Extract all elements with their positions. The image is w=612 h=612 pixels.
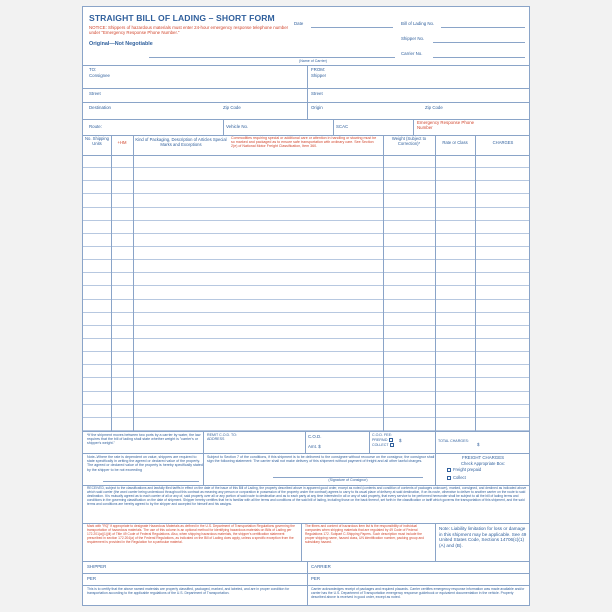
col-weight: Weight (Subject to Correction)* <box>391 136 427 146</box>
declared-value-note: Note–Where the rate is dependent on value, shippers are required to state specifically in writing the agreed or declared value of the property. The agreed or declared value of the property is hereby specifically stated by the shipper to be not exceeding <box>87 455 203 472</box>
section-7-note: Subject to Section 7 of the conditions, if this shipment is to be delivered to the consignee without recourse on the consignor, the consignor shall sign the following statement: The carrier shall not make delivery of this shipment without payment of freight and all other lawful charges. <box>207 455 435 464</box>
total-charges-label: TOTAL CHARGES: <box>438 439 469 443</box>
name-of-carrier-caption: (Name of Carrier) <box>299 59 327 63</box>
liability-note: Note: Liability limitation for loss or damage in this shipment may be applicable. See 49 United States Code, Sections 14706(c)(1)(A) and (B). <box>439 526 527 548</box>
col-rate: Rate or Class <box>442 140 468 145</box>
total-charges-currency: $ <box>477 442 480 447</box>
cod-collect-checkbox[interactable] <box>390 443 394 447</box>
table-row[interactable] <box>83 260 530 273</box>
freight-collect-option[interactable] <box>447 476 466 480</box>
cod-label: C.O.D. <box>308 434 322 439</box>
remit-cod-label: REMIT C.O.D. TO: ADDRESS <box>207 433 237 442</box>
prepaid-label: PREPAID <box>372 438 388 442</box>
hazmat-notice: NOTICE: Shippers of hazardous materials must enter 24-hour emergency response telephone number under "Emergency Response Phone Number." <box>89 25 289 35</box>
table-row[interactable] <box>83 326 530 339</box>
shipper-signature-label: SHIPPER <box>87 564 107 569</box>
carrier-no-label: Carrier No. <box>401 51 423 56</box>
col-shipping-units: No. Shipping Units <box>85 136 109 146</box>
col-special-care-note: Commodities requiring special or additional care or attention in handling or stowing must be so marked and packaged as to ensure safe transportation with ordinary care. See Section 2(e) of National Motor Freight Classification, Item 360. <box>231 136 377 149</box>
received-terms: RECEIVED, subject to the classifications and lawfully filed tariffs in effect on the date of the issue of this Bill of Lading, the property described above in apparent good order, except as noted (contents and condition of contents of packages unknown), marked, consigned, and destined as indicated above which said carrier (the word carrier being understood throughout this contract as meaning any person or corporation in possession of the property under the contract) agrees to carry to its usual place of delivery at said destination, if on its route, otherwise to deliver to another carrier on the route to said destination. It is mutually agreed as to each carrier of all or any of, said property over all or any portion of said route to destination and as to each party at any time interested in all or any of said property, that every service to be performed hereunder shall be subject to all the bill of lading terms and conditions in the governing classification on the date of shipment. Shipper hereby certifies that he is familiar with all the terms and conditions of the said bill of lading, including those on the back thereof, set forth in the classification or tariff which governs the transportation of this shipment, and the said terms and conditions are hereby agreed to by the shipper and accepted for himself and his assigns. <box>87 486 527 506</box>
table-row[interactable] <box>83 247 530 260</box>
bill-of-lading-form <box>82 6 530 606</box>
col-charges: CHARGES <box>492 140 514 145</box>
table-row[interactable] <box>83 339 530 352</box>
col-description: Kind of Packaging, Description of Articles Special Marks and Exceptions <box>135 137 227 147</box>
table-row[interactable] <box>83 392 530 405</box>
table-row[interactable] <box>83 405 530 418</box>
destination-label: Destination <box>89 105 111 110</box>
cod-amount-label: Amt. $ <box>308 444 321 449</box>
table-row[interactable] <box>83 234 530 247</box>
freight-collect-checkbox[interactable] <box>447 476 451 480</box>
freight-prepaid-label: Freight prepaid <box>453 467 482 473</box>
carrier-signature-label: CARRIER <box>311 564 331 569</box>
cod-fee-currency: $ <box>399 438 402 443</box>
table-row[interactable] <box>83 221 530 234</box>
table-row[interactable] <box>83 378 530 391</box>
from-zip-label: Zip Code <box>425 105 443 110</box>
table-row[interactable] <box>83 181 530 194</box>
bol-no-label: Bill of Lading No. <box>401 21 435 26</box>
cod-prepaid-checkbox[interactable] <box>389 438 393 442</box>
to-label: TO: <box>89 67 97 72</box>
table-row[interactable] <box>83 418 530 431</box>
table-row[interactable] <box>83 286 530 299</box>
col-hm: +HM <box>117 140 127 145</box>
shipment-table <box>83 155 530 431</box>
table-row[interactable] <box>83 313 530 326</box>
original-not-negotiable: Original—Not Negotiable <box>89 41 153 47</box>
to-zip-label: Zip Code <box>223 105 241 110</box>
scac-label: SCAC <box>336 124 349 129</box>
carrier-acknowledgement: Carrier acknowledges receipt of packages and required placards. Carrier certifies emergency response information was made available and/or carrier has the U.S. Department of Transportation emergency response guidebook or equivalent documentation in the vehicle. Property described above is received in good order, except as noted. <box>311 587 525 599</box>
table-row[interactable] <box>83 208 530 221</box>
freight-prepaid-checkbox[interactable] <box>447 468 451 472</box>
check-box-label: Check Appropriate Box: <box>461 461 505 466</box>
table-row[interactable] <box>83 273 530 286</box>
vehicle-no-label: Vehicle No. <box>226 124 249 129</box>
shipper-no-label: Shipper No. <box>401 36 425 41</box>
table-row[interactable] <box>83 168 530 181</box>
cod-collect-option[interactable] <box>372 443 396 447</box>
table-row[interactable] <box>83 365 530 378</box>
hm-column-note: Mark with "RQ" if appropriate to designate Hazardous Materials as defined in the U.S. Department of Transportation Regulations governing the transportation of hazardous materials. The use of this column is an optional method for identifying hazardous materials on Bills of Lading per 172.201(a)(1)(iii) of Title 49 Code of Federal Regulations. Also, when shipping hazardous materials, the shipper's certification statement prescribed in section 172.204(a) of the Federal Regulations, as indicated on the Bill of Lading does apply, unless a specific exception from the requirement is provided in the Regulation for a particular material. <box>87 524 295 544</box>
shipper-certification: This is to certify that the above named materials are properly classified, packaged, marked, and labeled, and are in proper condition for transportation according to the applicable regulations of the U.S. Department of Transportation. <box>87 587 290 595</box>
cod-fee-label: C.O.D. FEE: <box>372 433 392 437</box>
table-row[interactable] <box>83 194 530 207</box>
freight-prepaid-option[interactable] <box>447 468 481 472</box>
emergency-phone-label: Emergency Response Phone Number <box>417 120 475 130</box>
water-carrier-note: *If the shipment moves between two ports by a carrier by water, the law requires that the bill of lading shall state whether weight is "carrier's or shipper's weight." <box>87 433 201 446</box>
collect-label: COLLECT <box>372 443 389 447</box>
table-row[interactable] <box>83 155 530 168</box>
table-row[interactable] <box>83 300 530 313</box>
origin-label: Origin <box>311 105 323 110</box>
carrier-per-label: PER <box>311 576 321 581</box>
from-street-label: Street <box>311 91 323 96</box>
route-label: Route: <box>89 124 102 129</box>
shipper-per-label: PER <box>87 576 97 581</box>
shipper-label: Shipper <box>311 73 327 78</box>
cod-prepaid-option[interactable] <box>372 438 395 442</box>
form-title: STRAIGHT BILL OF LADING – SHORT FORM <box>89 13 275 23</box>
freight-charges-label: FREIGHT CHARGES <box>461 455 505 460</box>
from-label: FROM: <box>311 67 326 72</box>
freight-collect-label: Collect <box>453 475 466 481</box>
consignee-label: Consignee <box>89 73 110 78</box>
date-label: Date <box>294 21 304 26</box>
hazmat-description-note: The fibres and content of hazardous item list is the responsibility of individual companies when shipping materials that are regulated by 49 Code of Federal Regulations 172. Subpart C-Shipping Papers. Such description must include the proper shipping name, hazard class, UN identification number, packing group and subsidiary hazard. <box>305 524 424 544</box>
table-row[interactable] <box>83 352 530 365</box>
consignor-signature-caption: (Signature of Consignor) <box>328 478 368 482</box>
to-street-label: Street <box>89 91 101 96</box>
